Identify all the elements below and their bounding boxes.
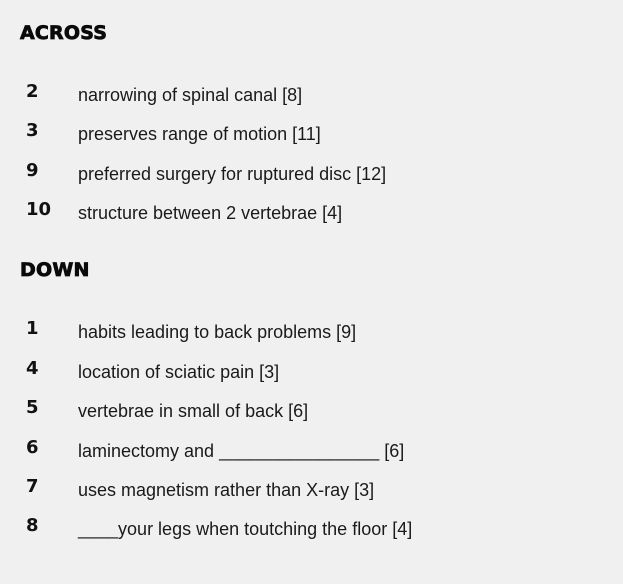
down-clue-4: [0, 359, 600, 389]
down-heading: DOWN: [20, 259, 90, 281]
clue-text: ____your legs when toutching the floor [4]: [78, 519, 413, 539]
clue-text: laminectomy and ________________ [6]: [78, 441, 405, 461]
across-clue-9: [0, 161, 600, 191]
clue-number: 8: [26, 515, 39, 536]
clue-number: 5: [26, 397, 39, 418]
across-clue-2: [0, 82, 600, 112]
across-heading: ACROSS: [20, 22, 108, 44]
clue-number: 7: [26, 476, 39, 497]
clue-text: narrowing of spinal canal [8]: [78, 85, 303, 105]
clue-number: 2: [26, 81, 39, 102]
down-clue-8: [0, 516, 600, 546]
clue-text: preferred surgery for ruptured disc [12]: [78, 164, 387, 184]
across-clue-3: [0, 121, 600, 151]
down-clue-5: [0, 398, 600, 428]
down-clue-6: [0, 438, 600, 468]
clue-number: 3: [26, 120, 39, 141]
across-clue-10: [0, 200, 600, 230]
clue-number: 1: [26, 318, 39, 339]
clue-text: preserves range of motion [11]: [78, 124, 321, 144]
clue-text: uses magnetism rather than X-ray [3]: [78, 480, 375, 500]
clue-number: 6: [26, 437, 39, 458]
clue-number: 9: [26, 160, 39, 181]
down-clue-7: [0, 477, 600, 507]
clue-text: vertebrae in small of back [6]: [78, 401, 309, 421]
clue-number: 10: [26, 199, 52, 220]
down-clue-1: [0, 319, 600, 349]
clue-text: location of sciatic pain [3]: [78, 362, 280, 382]
clue-number: 4: [26, 358, 39, 379]
clue-text: structure between 2 vertebrae [4]: [78, 203, 343, 223]
clue-text: habits leading to back problems [9]: [78, 322, 357, 342]
